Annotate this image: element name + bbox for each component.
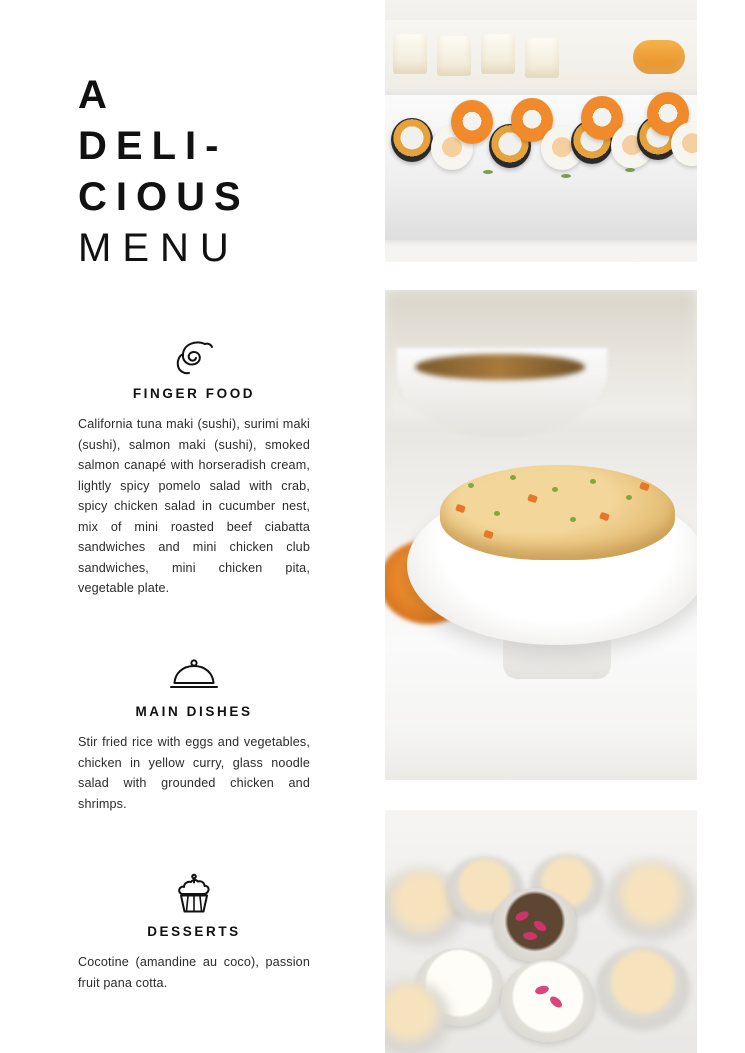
mini-tarts-photo — [385, 810, 697, 1053]
cupcake-icon — [78, 870, 310, 916]
section-body-finger-food: California tuna maki (sushi), surimi maki (sushi), salmon maki (sushi), smoked salmon canapé with horseradish cream, lightly spicy pomelo salad with crab, spicy chicken salad in cucumber nest, mix of mini roasted beef ciabatta sandwiches and mini chicken club sandwiches, mini chicken pita, vegetable plate. — [78, 417, 310, 595]
title-line-2: DELI- — [78, 124, 228, 168]
section-body-desserts: Cocotine (amandine au coco), passion fruit pana cotta. — [78, 955, 310, 990]
section-finger-food — [78, 332, 310, 599]
menu-left-column — [0, 0, 372, 1053]
sushi-platter-photo — [385, 0, 697, 262]
section-main-dishes — [78, 650, 310, 814]
fried-rice-plate-photo — [385, 290, 697, 780]
cloche-icon — [78, 650, 310, 696]
section-desserts — [78, 870, 310, 993]
section-body-main-dishes: Stir fried rice with eggs and vegetables, chicken in yellow curry, glass noodle salad with grounded chicken and shrimps. — [78, 735, 310, 811]
title-line-1: A — [78, 73, 116, 117]
page-title — [78, 70, 348, 274]
section-heading-finger-food: FINGER FOOD — [132, 386, 256, 401]
shrimp-icon — [78, 332, 310, 378]
section-heading-desserts: DESSERTS — [147, 924, 241, 939]
title-line-3: CIOUS — [78, 175, 250, 219]
section-heading-main-dishes: MAIN DISHES — [135, 704, 253, 719]
title-line-4: MENU — [78, 226, 240, 270]
